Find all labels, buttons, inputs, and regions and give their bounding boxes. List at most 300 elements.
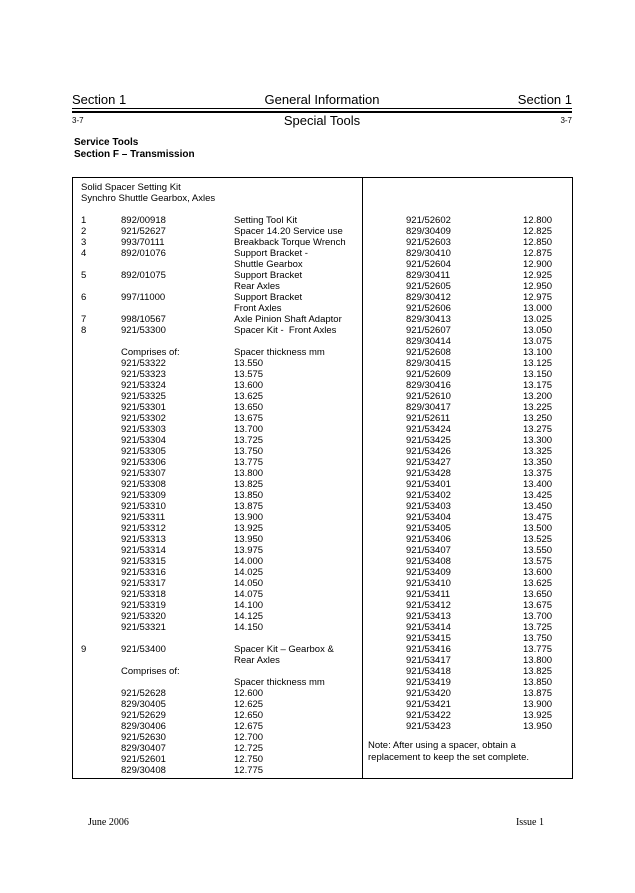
part-number-cell: 829/30410 xyxy=(406,248,451,259)
table-row xyxy=(363,622,572,633)
part-number-cell: 921/53306 xyxy=(121,457,166,468)
description-cell: Spacer thickness mm xyxy=(234,677,325,688)
table-row xyxy=(73,534,362,545)
table-row xyxy=(73,655,362,666)
table-row xyxy=(73,721,362,732)
table-row xyxy=(73,501,362,512)
part-number-cell: 921/53412 xyxy=(406,600,451,611)
part-number-cell: 921/53410 xyxy=(406,578,451,589)
part-number-cell: 921/53324 xyxy=(121,380,166,391)
part-number-cell: 829/30415 xyxy=(406,358,451,369)
table-row xyxy=(363,435,572,446)
part-number-cell: 829/30407 xyxy=(121,743,166,754)
table-row xyxy=(363,292,572,303)
part-number-cell: 921/53406 xyxy=(406,534,451,545)
table-row xyxy=(363,325,572,336)
table-row xyxy=(73,402,362,413)
thickness-value-cell: 13.475 xyxy=(523,512,553,523)
thickness-value-cell: 13.050 xyxy=(523,325,553,336)
thickness-value-cell: 13.450 xyxy=(523,501,553,512)
part-number-cell: 921/52611 xyxy=(406,413,451,424)
description-cell: Rear Axles xyxy=(234,655,280,666)
table-row xyxy=(73,292,362,303)
part-number-cell: 921/52605 xyxy=(406,281,451,292)
part-number-cell: 921/53420 xyxy=(406,688,451,699)
part-number-cell: 921/53318 xyxy=(121,589,166,600)
table-row xyxy=(363,281,572,292)
part-number-cell: 921/52608 xyxy=(406,347,451,358)
description-cell: 13.825 xyxy=(234,479,264,490)
table-row xyxy=(363,479,572,490)
table-row xyxy=(73,545,362,556)
thickness-value-cell: 13.950 xyxy=(523,721,553,732)
table-row xyxy=(73,578,362,589)
table-row xyxy=(363,523,572,534)
part-number-cell: 921/53404 xyxy=(406,512,451,523)
part-number-cell: 921/53315 xyxy=(121,556,166,567)
table-row xyxy=(363,391,572,402)
thickness-value-cell: 13.725 xyxy=(523,622,553,633)
thickness-value-cell: 12.900 xyxy=(523,259,553,270)
thickness-value-cell: 13.900 xyxy=(523,699,553,710)
description-cell: 14.075 xyxy=(234,589,264,600)
thickness-value-cell: 12.950 xyxy=(523,281,553,292)
description-cell: 13.800 xyxy=(234,468,264,479)
part-number-cell: 829/30405 xyxy=(121,699,166,710)
description-cell: 13.625 xyxy=(234,391,264,402)
description-cell: Spacer 14.20 Service use xyxy=(234,226,343,237)
description-cell: Setting Tool Kit xyxy=(234,215,298,226)
table-row xyxy=(73,457,362,468)
part-number-cell: 829/30416 xyxy=(406,380,451,391)
part-number-cell: 921/52610 xyxy=(406,391,451,402)
part-number-cell: 921/53417 xyxy=(406,655,451,666)
thickness-value-cell: 13.800 xyxy=(523,655,553,666)
table-row xyxy=(363,380,572,391)
part-number-cell: 921/53424 xyxy=(406,424,451,435)
description-cell: Rear Axles xyxy=(234,281,280,292)
table-row xyxy=(363,545,572,556)
table-row xyxy=(73,523,362,534)
description-cell: 13.725 xyxy=(234,435,264,446)
part-number-cell: 993/70111 xyxy=(121,237,165,248)
thickness-value-cell: 12.800 xyxy=(523,215,553,226)
header-section-left: Section 1 xyxy=(72,92,127,107)
description-cell: 12.750 xyxy=(234,754,264,765)
part-number-cell: 921/53302 xyxy=(121,413,166,424)
description-cell: 13.875 xyxy=(234,501,264,512)
part-number-cell: 921/52601 xyxy=(121,754,166,765)
part-number-cell: 921/53409 xyxy=(406,567,451,578)
part-number-cell: 921/52602 xyxy=(406,215,451,226)
footer-date: June 2006 xyxy=(88,817,129,828)
table-row xyxy=(73,479,362,490)
thickness-value-cell: 13.250 xyxy=(523,413,553,424)
part-number-cell: 921/53425 xyxy=(406,435,451,446)
table-row xyxy=(363,358,572,369)
part-number-cell: 921/53400 xyxy=(121,644,166,655)
part-number-cell: 921/53300 xyxy=(121,325,166,336)
description-cell: 13.650 xyxy=(234,402,264,413)
table-row xyxy=(73,380,362,391)
part-number-cell: 921/53310 xyxy=(121,501,166,512)
table-row xyxy=(363,424,572,435)
part-number-cell: 892/01075 xyxy=(121,270,166,281)
part-number-cell: 921/52604 xyxy=(406,259,451,270)
part-number-cell: 921/53322 xyxy=(121,358,166,369)
table-row xyxy=(363,556,572,567)
part-number-cell: 921/53312 xyxy=(121,523,166,534)
part-number-cell: 921/53414 xyxy=(406,622,451,633)
part-number-cell: 921/53402 xyxy=(406,490,451,501)
table-row xyxy=(363,633,572,644)
part-number-cell: 921/52609 xyxy=(406,369,451,380)
table-row xyxy=(73,622,362,633)
part-number-cell: 921/53323 xyxy=(121,369,166,380)
part-number-cell: 829/30417 xyxy=(406,402,451,413)
table-row xyxy=(73,765,362,776)
table-row xyxy=(73,358,362,369)
description-cell: 14.150 xyxy=(234,622,264,633)
table-row xyxy=(363,578,572,589)
table-row xyxy=(73,468,362,479)
thickness-value-cell: 13.400 xyxy=(523,479,553,490)
table-row xyxy=(363,226,572,237)
table-row xyxy=(363,699,572,710)
part-number-cell: 829/30409 xyxy=(406,226,451,237)
table-right-column xyxy=(363,178,572,778)
thickness-value-cell: 13.825 xyxy=(523,666,553,677)
item-number-cell: 4 xyxy=(81,248,87,259)
part-number-cell: 921/53313 xyxy=(121,534,166,545)
thickness-value-cell: 13.125 xyxy=(523,358,553,369)
part-number-cell: 921/53311 xyxy=(121,512,166,523)
part-number-cell: 921/53413 xyxy=(406,611,451,622)
table-row xyxy=(73,248,362,259)
description-cell: 13.750 xyxy=(234,446,264,457)
table-row xyxy=(363,347,572,358)
table-row xyxy=(73,611,362,622)
table-row xyxy=(363,721,572,732)
part-number-cell: 921/53303 xyxy=(121,424,166,435)
thickness-value-cell: 12.875 xyxy=(523,248,553,259)
part-number-cell: 921/53427 xyxy=(406,457,451,468)
page-number-right: 3-7 xyxy=(560,116,572,125)
part-number-cell: 921/53325 xyxy=(121,391,166,402)
part-number-cell: 921/53407 xyxy=(406,545,451,556)
table-row xyxy=(363,710,572,721)
part-number-cell: 921/53415 xyxy=(406,633,451,644)
description-cell: 13.675 xyxy=(234,413,264,424)
thickness-value-cell: 13.325 xyxy=(523,446,553,457)
table-row xyxy=(363,336,572,347)
description-cell: Support Bracket xyxy=(234,292,303,303)
description-cell: 14.025 xyxy=(234,567,264,578)
part-number-cell: 921/52629 xyxy=(121,710,166,721)
thickness-value-cell: 13.100 xyxy=(523,347,553,358)
description-cell: 13.550 xyxy=(234,358,264,369)
table-row xyxy=(73,413,362,424)
item-number-cell: 5 xyxy=(81,270,87,281)
thickness-value-cell: 13.750 xyxy=(523,633,553,644)
description-cell: 14.100 xyxy=(234,600,264,611)
part-number-cell: 921/52630 xyxy=(121,732,166,743)
table-row xyxy=(73,490,362,501)
part-number-cell: 921/53408 xyxy=(406,556,451,567)
description-cell: 14.000 xyxy=(234,556,264,567)
description-cell: 12.725 xyxy=(234,743,264,754)
header-row-2 xyxy=(72,114,572,128)
description-cell: 13.700 xyxy=(234,424,264,435)
table-row xyxy=(363,589,572,600)
thickness-value-cell: 13.550 xyxy=(523,545,553,556)
table-row xyxy=(363,600,572,611)
thickness-value-cell: 13.075 xyxy=(523,336,553,347)
table-row xyxy=(73,589,362,600)
thickness-value-cell: 13.175 xyxy=(523,380,553,391)
thickness-value-cell: 13.375 xyxy=(523,468,553,479)
description-cell: 12.625 xyxy=(234,699,264,710)
description-cell: Front Axles xyxy=(234,303,282,314)
thickness-value-cell: 12.850 xyxy=(523,237,553,248)
thickness-value-cell: 13.675 xyxy=(523,600,553,611)
table-row xyxy=(363,270,572,281)
thickness-value-cell: 13.850 xyxy=(523,677,553,688)
table-row xyxy=(363,457,572,468)
part-number-cell: 921/52606 xyxy=(406,303,451,314)
description-cell: 12.600 xyxy=(234,688,264,699)
part-number-cell: 892/01076 xyxy=(121,248,166,259)
special-tools-table xyxy=(72,177,573,779)
table-row xyxy=(73,743,362,754)
page-header xyxy=(72,93,572,128)
table-row xyxy=(363,468,572,479)
thickness-value-cell: 13.700 xyxy=(523,611,553,622)
table-row xyxy=(73,688,362,699)
item-number-cell: 2 xyxy=(81,226,87,237)
description-cell: Support Bracket - xyxy=(234,248,308,259)
table-row xyxy=(363,567,572,578)
table-row xyxy=(73,226,362,237)
table-row xyxy=(73,237,362,248)
part-number-cell: 921/53411 xyxy=(406,589,451,600)
description-cell: 12.775 xyxy=(234,765,264,776)
part-number-cell: 921/53319 xyxy=(121,600,166,611)
description-cell: 13.600 xyxy=(234,380,264,391)
part-number-cell: 921/53405 xyxy=(406,523,451,534)
description-cell: 13.850 xyxy=(234,490,264,501)
description-cell: 12.700 xyxy=(234,732,264,743)
item-number-cell: 7 xyxy=(81,314,87,325)
table-row xyxy=(363,259,572,270)
part-number-cell: 921/53301 xyxy=(121,402,166,413)
table-left-column xyxy=(73,178,362,778)
table-row xyxy=(363,677,572,688)
thickness-value-cell: 12.975 xyxy=(523,292,553,303)
footer-issue: Issue 1 xyxy=(515,817,544,828)
thickness-value-cell: 13.150 xyxy=(523,369,553,380)
part-number-cell: 921/53421 xyxy=(406,699,451,710)
description-cell: 13.900 xyxy=(234,512,264,523)
table-row xyxy=(363,490,572,501)
thickness-value-cell: 13.000 xyxy=(523,303,553,314)
table-row xyxy=(363,611,572,622)
header-title: General Information xyxy=(264,92,380,107)
description-cell: Breakback Torque Wrench xyxy=(234,237,346,248)
part-number-cell: 829/30413 xyxy=(406,314,451,325)
item-number-cell: 9 xyxy=(81,644,87,655)
thickness-value-cell: 13.575 xyxy=(523,556,553,567)
thickness-value-cell: 13.525 xyxy=(523,534,553,545)
part-number-cell: 921/53309 xyxy=(121,490,166,501)
part-number-cell: 998/10567 xyxy=(121,314,166,325)
note-line-1: Note: After using a spacer, obtain a xyxy=(368,740,516,751)
table-row xyxy=(73,732,362,743)
table-row xyxy=(73,347,362,358)
table-row xyxy=(73,567,362,578)
description-cell: Spacer Kit – Gearbox & xyxy=(234,644,334,655)
description-cell: Shuttle Gearbox xyxy=(234,259,303,270)
part-number-cell: Comprises of: xyxy=(121,347,180,358)
part-number-cell: 921/53422 xyxy=(406,710,451,721)
part-number-cell: 921/53419 xyxy=(406,677,451,688)
table-row xyxy=(363,237,572,248)
table-row xyxy=(363,413,572,424)
table-row xyxy=(73,699,362,710)
description-cell: 13.775 xyxy=(234,457,264,468)
description-cell: 13.950 xyxy=(234,534,264,545)
part-number-cell: 921/53423 xyxy=(406,721,451,732)
description-cell: 12.675 xyxy=(234,721,264,732)
table-row xyxy=(73,336,362,347)
part-number-cell: 829/30414 xyxy=(406,336,451,347)
description-cell: 14.125 xyxy=(234,611,264,622)
description-cell: 14.050 xyxy=(234,578,264,589)
thickness-value-cell: 13.275 xyxy=(523,424,553,435)
table-row xyxy=(363,446,572,457)
description-cell: Spacer Kit - Front Axles xyxy=(234,325,337,336)
table-row xyxy=(73,556,362,567)
part-number-cell: 921/53304 xyxy=(121,435,166,446)
kit-subtitle: Synchro Shuttle Gearbox, Axles xyxy=(81,193,216,204)
section-f-heading: Section F – Transmission xyxy=(74,149,195,160)
part-number-cell: 921/52607 xyxy=(406,325,451,336)
thickness-value-cell: 13.225 xyxy=(523,402,553,413)
table-row xyxy=(363,402,572,413)
part-number-cell: 921/53403 xyxy=(406,501,451,512)
table-row xyxy=(363,369,572,380)
part-number-cell: 829/30412 xyxy=(406,292,451,303)
thickness-value-cell: 13.650 xyxy=(523,589,553,600)
item-number-cell: 6 xyxy=(81,292,87,303)
table-row xyxy=(363,501,572,512)
table-row xyxy=(73,666,362,677)
part-number-cell: 921/53307 xyxy=(121,468,166,479)
table-row xyxy=(363,534,572,545)
left-rows xyxy=(73,215,362,776)
table-row xyxy=(73,259,362,270)
description-cell: 13.575 xyxy=(234,369,264,380)
thickness-value-cell: 13.875 xyxy=(523,688,553,699)
thickness-value-cell: 12.825 xyxy=(523,226,553,237)
table-row xyxy=(363,688,572,699)
thickness-value-cell: 13.025 xyxy=(523,314,553,325)
part-number-cell: 829/30408 xyxy=(121,765,166,776)
table-row xyxy=(73,600,362,611)
part-number-cell: 921/53320 xyxy=(121,611,166,622)
part-number-cell: 921/53426 xyxy=(406,446,451,457)
table-row xyxy=(73,512,362,523)
table-row xyxy=(73,325,362,336)
table-row xyxy=(73,446,362,457)
thickness-value-cell: 13.625 xyxy=(523,578,553,589)
table-row xyxy=(363,655,572,666)
description-cell: Spacer thickness mm xyxy=(234,347,325,358)
kit-title: Solid Spacer Setting Kit xyxy=(81,182,181,193)
part-number-cell: 921/52628 xyxy=(121,688,166,699)
thickness-value-cell: 13.425 xyxy=(523,490,553,501)
table-row xyxy=(73,391,362,402)
section-headings xyxy=(74,137,195,161)
part-number-cell: 829/30406 xyxy=(121,721,166,732)
table-row xyxy=(73,644,362,655)
right-rows xyxy=(363,215,572,732)
part-number-cell: 997/11000 xyxy=(121,292,166,303)
part-number-cell: Comprises of: xyxy=(121,666,180,677)
part-number-cell: 921/53428 xyxy=(406,468,451,479)
table-row xyxy=(73,633,362,644)
header-subtitle: Special Tools xyxy=(283,113,361,128)
part-number-cell: 921/53401 xyxy=(406,479,451,490)
item-number-cell: 1 xyxy=(81,215,87,226)
part-number-cell: 921/52603 xyxy=(406,237,451,248)
table-row xyxy=(73,314,362,325)
thickness-value-cell: 12.925 xyxy=(523,270,553,281)
thickness-value-cell: 13.200 xyxy=(523,391,553,402)
table-row xyxy=(363,303,572,314)
thickness-value-cell: 13.500 xyxy=(523,523,553,534)
part-number-cell: 921/53305 xyxy=(121,446,166,457)
kit-title-block xyxy=(81,182,215,204)
thickness-value-cell: 13.300 xyxy=(523,435,553,446)
header-section-right: Section 1 xyxy=(517,92,572,107)
table-row xyxy=(73,710,362,721)
table-row xyxy=(73,424,362,435)
thickness-value-cell: 13.350 xyxy=(523,457,553,468)
table-row xyxy=(73,270,362,281)
page-footer xyxy=(88,817,544,828)
table-row xyxy=(363,666,572,677)
description-cell: 13.975 xyxy=(234,545,264,556)
part-number-cell: 921/53321 xyxy=(121,622,166,633)
part-number-cell: 921/52627 xyxy=(121,226,166,237)
part-number-cell: 921/53418 xyxy=(406,666,451,677)
table-row xyxy=(363,314,572,325)
header-row-1 xyxy=(72,93,572,109)
description-cell: Support Bracket xyxy=(234,270,303,281)
thickness-value-cell: 13.925 xyxy=(523,710,553,721)
table-row xyxy=(73,369,362,380)
table-row xyxy=(363,644,572,655)
part-number-cell: 892/00918 xyxy=(121,215,166,226)
table-row xyxy=(73,303,362,314)
table-row xyxy=(73,435,362,446)
table-row xyxy=(363,215,572,226)
table-row xyxy=(73,754,362,765)
part-number-cell: 921/53416 xyxy=(406,644,451,655)
part-number-cell: 921/53314 xyxy=(121,545,166,556)
page-number-left: 3-7 xyxy=(72,116,84,125)
